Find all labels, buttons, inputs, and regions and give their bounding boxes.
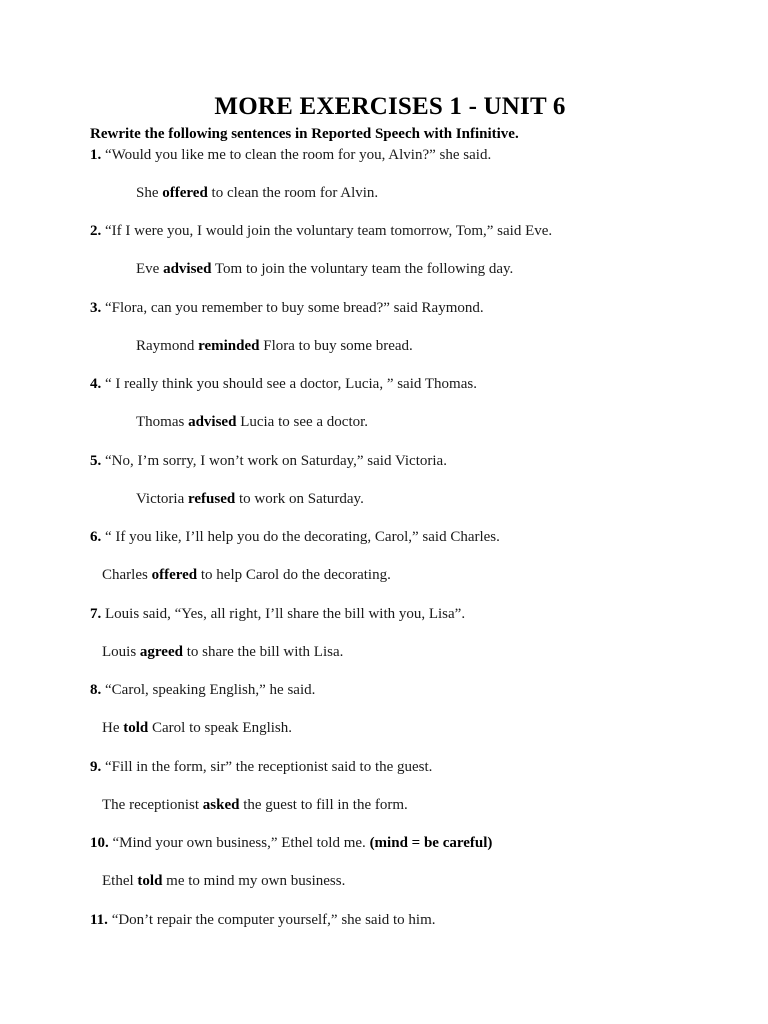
answer-1: She offered to clean the room for Alvin. — [136, 185, 379, 201]
question-text: “Mind your own business,” Ethel told me. — [112, 835, 370, 851]
question-text: “Flora, can you remember to buy some bread?” said Raymond. — [105, 300, 484, 316]
question-number: 6. — [90, 529, 102, 545]
answer-8: He told Carol to speak English. — [102, 720, 292, 736]
answer-verb: advised — [163, 261, 212, 277]
question-11 — [90, 912, 435, 929]
question-1 — [90, 147, 491, 164]
question-9 — [90, 759, 432, 776]
answer-verb: agreed — [139, 644, 183, 660]
answer-6: Charles offered to help Carol do the decorating. — [102, 567, 391, 583]
question-note: (mind = be careful) — [369, 835, 493, 851]
instruction: Rewrite the following sentences in Reported Speech with Infinitive. — [90, 126, 519, 142]
question-6 — [90, 529, 500, 546]
question-4 — [90, 376, 477, 393]
question-2 — [90, 223, 552, 240]
question-text: “If I were you, I would join the voluntary team tomorrow, Tom,” said Eve. — [105, 223, 553, 239]
question-number: 2. — [90, 223, 102, 239]
question-text: “ I really think you should see a doctor, Lucia, ” said Thomas. — [105, 376, 477, 392]
question-text: “No, I’m sorry, I won’t work on Saturday,” said Victoria. — [105, 453, 447, 469]
answer-verb: asked — [202, 797, 240, 813]
answer-verb: reminded — [198, 338, 260, 354]
answer-verb: told — [123, 720, 149, 736]
question-number: 7. — [90, 606, 102, 622]
question-text: “Don’t repair the computer yourself,” she said to him. — [111, 912, 436, 928]
question-5 — [90, 453, 447, 470]
answer-3: Raymond reminded Flora to buy some bread. — [136, 338, 413, 354]
question-text: “Fill in the form, sir” the receptionist said to the guest. — [105, 759, 433, 775]
answer-verb: offered — [162, 185, 208, 201]
question-text: “ If you like, I’ll help you do the decorating, Carol,” said Charles. — [105, 529, 500, 545]
question-number: 4. — [90, 376, 102, 392]
question-number: 10. — [90, 835, 109, 851]
question-text: “Carol, speaking English,” he said. — [105, 682, 316, 698]
answer-verb: refused — [188, 491, 236, 507]
answer-9: The receptionist asked the guest to fill in the form. — [102, 797, 408, 813]
page-title: MORE EXERCISES 1 - UNIT 6 — [214, 93, 566, 120]
answer-verb: advised — [188, 414, 237, 430]
answer-10: Ethel told me to mind my own business. — [102, 873, 346, 889]
question-3 — [90, 300, 484, 317]
answer-4: Thomas advised Lucia to see a doctor. — [136, 414, 369, 430]
answer-verb: told — [137, 873, 163, 889]
question-number: 9. — [90, 759, 102, 775]
question-7 — [90, 606, 465, 623]
question-10 — [90, 835, 492, 852]
answer-7: Louis agreed to share the bill with Lisa. — [102, 644, 344, 660]
answer-5: Victoria refused to work on Saturday. — [136, 491, 364, 507]
question-number: 5. — [90, 453, 102, 469]
question-number: 11. — [90, 912, 108, 928]
question-number: 1. — [90, 147, 102, 163]
question-text: “Would you like me to clean the room for you, Alvin?” she said. — [105, 147, 492, 163]
answer-verb: offered — [151, 567, 198, 583]
question-8 — [90, 682, 315, 699]
question-number: 8. — [90, 682, 102, 698]
answer-2: Eve advised Tom to join the voluntary team the following day. — [136, 261, 514, 277]
question-text: Louis said, “Yes, all right, I’ll share the bill with you, Lisa”. — [105, 606, 466, 622]
question-number: 3. — [90, 300, 102, 316]
